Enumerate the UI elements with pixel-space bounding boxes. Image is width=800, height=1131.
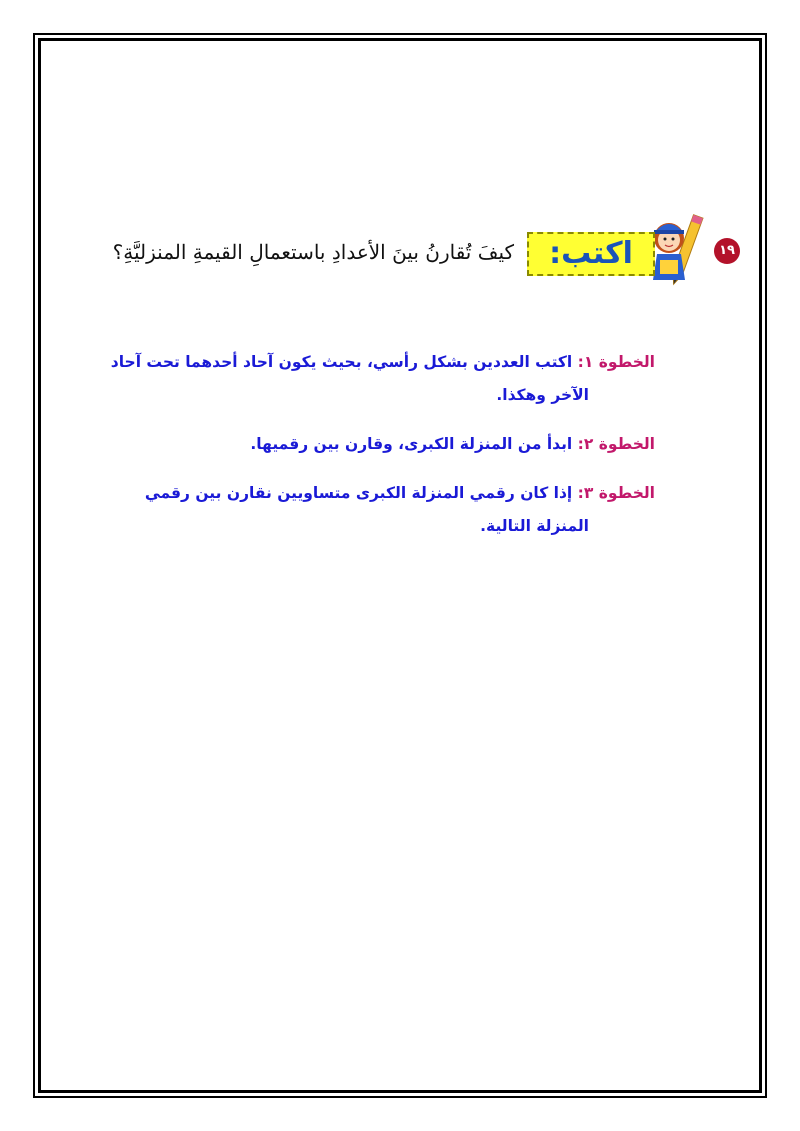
step-3 <box>95 477 655 543</box>
step-1 <box>95 346 655 412</box>
step-3-text-line2: المنزلة التالية. <box>480 517 589 535</box>
steps-list <box>95 346 655 559</box>
step-1-text-line2: الآخر وهكذا. <box>496 386 589 404</box>
step-2-label: الخطوة ٢: <box>577 435 655 453</box>
header-question: كيفَ تُقارنُ بينَ الأعدادِ باستعمالِ القيمةِ المنزليَّةِ؟ <box>112 240 514 264</box>
question-number-badge: ١٩ <box>714 238 740 264</box>
step-1-text-line1: اكتب العددين بشكل رأسي، بحيث يكون آحاد أحدهما تحت آحاد <box>110 353 573 371</box>
step-3-text-line1: إذا كان رقمي المنزلة الكبرى متساويين نقارن بين رقمي <box>144 484 573 502</box>
write-label: اكتب: <box>549 236 633 271</box>
question-header <box>112 210 750 290</box>
step-2 <box>95 428 655 461</box>
write-label-box <box>527 232 655 276</box>
step-1-label: الخطوة ١: <box>577 353 655 371</box>
step-2-text-line1: ابدأ من المنزلة الكبرى، وقارن بين رقميها. <box>250 435 573 453</box>
page-border-inner <box>38 38 762 1093</box>
step-3-label: الخطوة ٣: <box>577 484 655 502</box>
